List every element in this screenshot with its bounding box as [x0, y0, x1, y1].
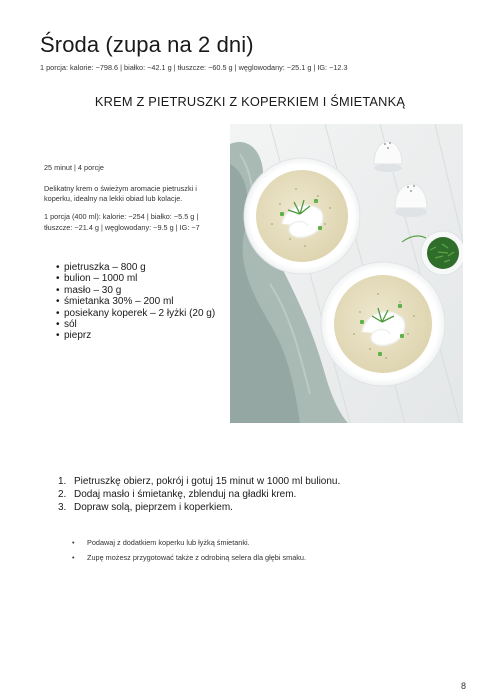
ingredient-item: • posiekany koperek – 2 łyżki (20 g)	[56, 308, 226, 319]
step-item	[58, 501, 418, 514]
step-text: Dopraw solą, pieprzem i koperkiem.	[74, 502, 233, 514]
ingredient-item: • śmietanka 30% – 200 ml	[56, 296, 226, 307]
soup-photo-illustration	[230, 124, 463, 423]
tip-item: • Zupę możesz przygotować także z odrobiną selera dla głębi smaku.	[72, 551, 432, 566]
recipe-nutrition: 1 porcja (400 ml): kalorie: ~254 | białko: ~5.5 g | tłuszcze: ~21.4 g | węglowodany: ~9.5 g | IG: ~7	[44, 212, 200, 232]
step-number: 3.	[58, 502, 67, 514]
ingredients-list	[56, 262, 226, 342]
tip-item: • Podawaj z dodatkiem koperku lub łyżką śmietanki.	[72, 536, 432, 551]
ingredient-item: • pieprz	[56, 330, 226, 341]
step-text: Pietruszkę obierz, pokrój i gotuj 15 minut w 1000 ml bulionu.	[74, 476, 341, 487]
ingredient-item: • pietruszka – 800 g	[56, 262, 226, 273]
tips-list	[72, 536, 432, 565]
ingredient-item: • masło – 30 g	[56, 285, 226, 296]
ingredient-item: • bulion – 1000 ml	[56, 273, 226, 284]
step-number: 1.	[58, 476, 67, 487]
soup-photo	[230, 124, 463, 423]
soup-bowl-top	[244, 158, 360, 274]
step-number: 2.	[58, 489, 67, 501]
recipe-meta: 25 minut | 4 porcje	[44, 163, 104, 172]
preparation-steps	[58, 475, 418, 515]
step-text: Dodaj masło i śmietankę, zblenduj na gładki krem.	[74, 489, 297, 501]
step-item	[58, 475, 418, 488]
recipe-title: KREM Z PIETRUSZKI Z KOPERKIEM I ŚMIETANKĄ	[94, 94, 406, 109]
page-number: 8	[461, 681, 467, 691]
recipe-description: Delikatny krem o świeżym aromacie pietruszki i koperku, idealny na lekki obiad lub kolacje.	[44, 184, 197, 204]
page-title: Środa (zupa na 2 dni)	[40, 32, 254, 57]
step-item	[58, 488, 418, 501]
daily-nutrition-summary: 1 porcja: kalorie: ~798.6 | białko: ~42.1 g | tłuszcze: ~60.5 g | węglowodany: ~25.1 g | IG: ~12.3	[40, 63, 348, 72]
ingredient-item: • sól	[56, 319, 226, 330]
soup-bowl-bottom	[321, 262, 445, 386]
